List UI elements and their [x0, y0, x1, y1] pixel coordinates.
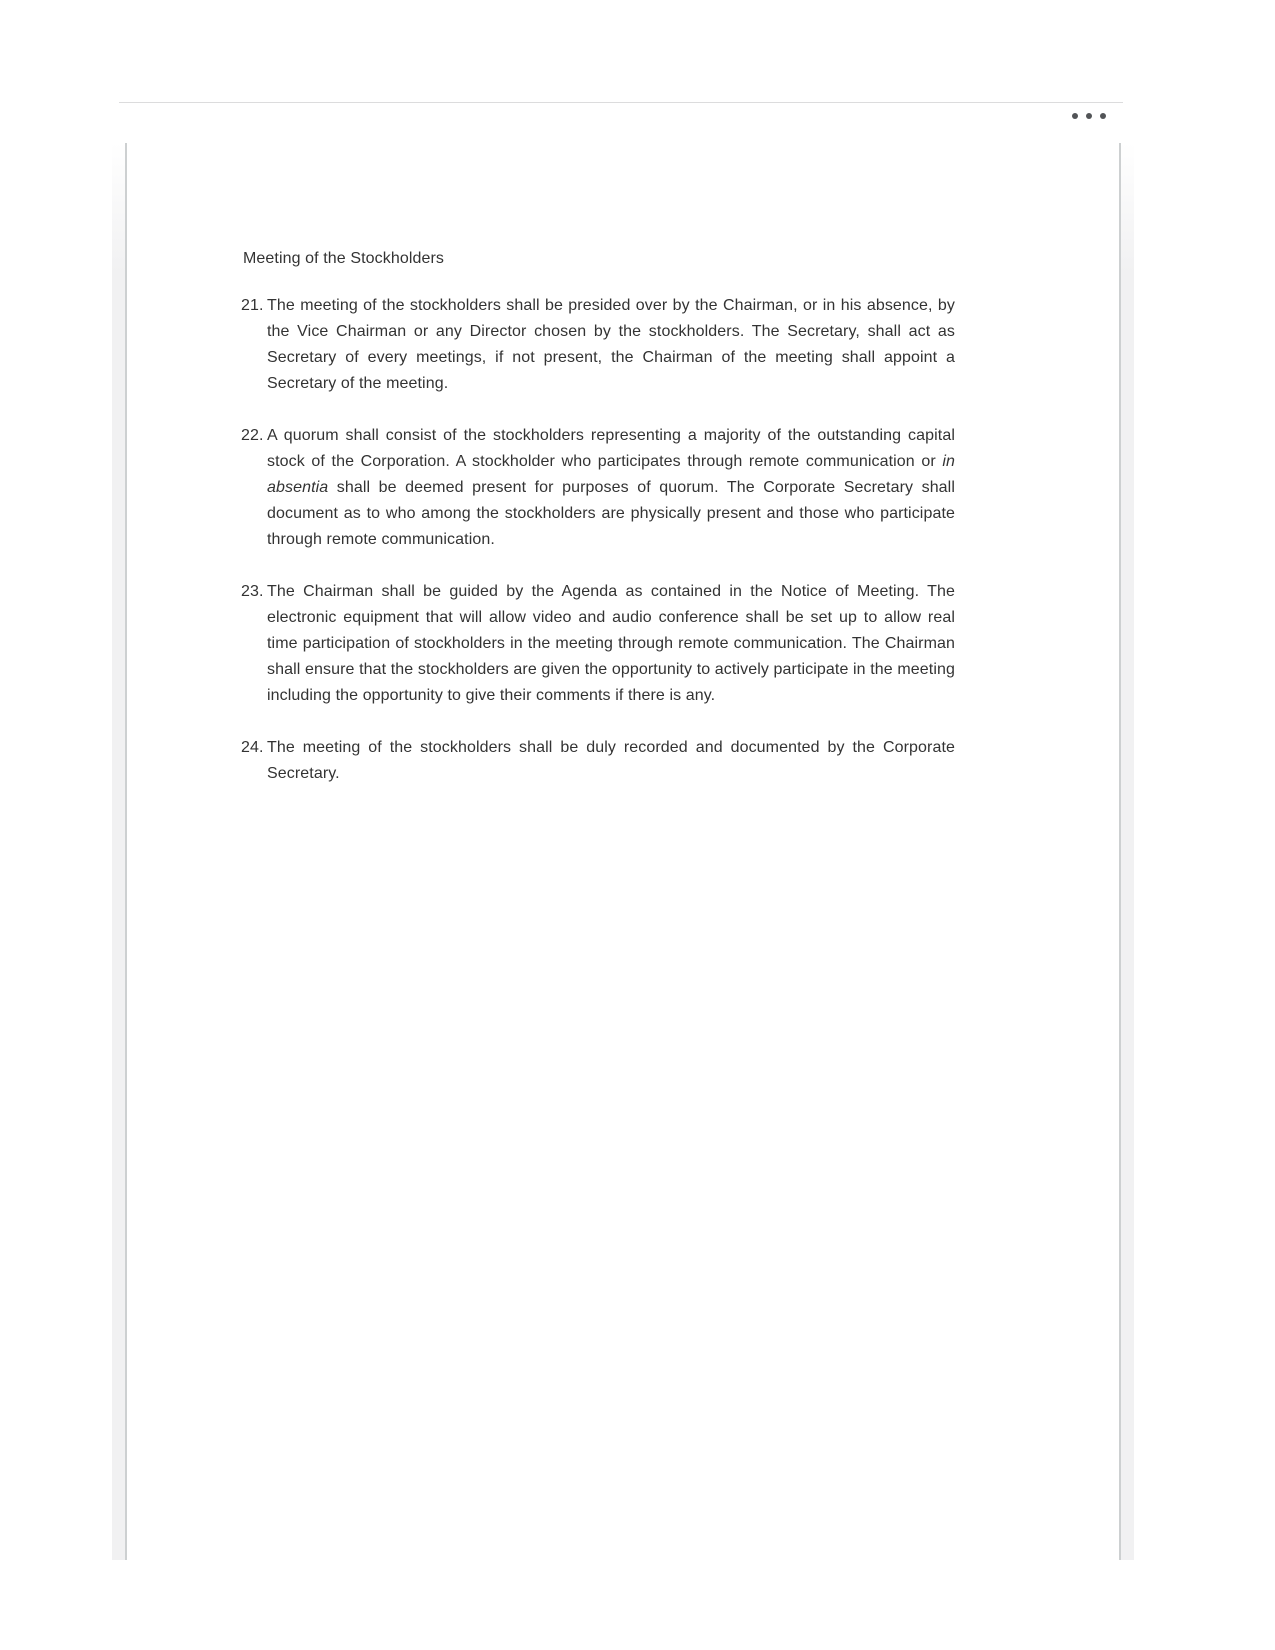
document-page [241, 246, 955, 813]
list-item-number: 24. [241, 739, 264, 756]
more-options-button[interactable] [1068, 108, 1110, 124]
page-edge-left [112, 143, 127, 1560]
list-item-text: The meeting of the stockholders shall be presided over by the Chairman, or in his absence, by the Vice Chairman or any Director chosen by the stockholders. The Secretary, shall act as Secretary of every meetings, if not present, the Chairman of the meeting shall appoint a Secretary of the meeting. [267, 297, 955, 392]
ellipsis-icon [1072, 113, 1078, 119]
list-item-text: The Chairman shall be guided by the Agenda as contained in the Notice of Meeting. The electronic equipment that will allow video and audio conference shall be set up to allow real time participation of stockholders in the meeting through remote communication. The Chairman shall ensure that the stockholders are given the opportunity to actively participate in the meeting including the opportunity to give their comments if there is any. [267, 583, 955, 704]
list-item [241, 293, 955, 397]
section-heading: Meeting of the Stockholders [243, 250, 445, 267]
list-item [241, 735, 955, 787]
list-item-text: A quorum shall consist of the stockholders representing a majority of the outstanding capital stock of the Corporation. A stockholder who participates through remote communication or in absentia shall be deemed present for purposes of quorum. The Corporate Secretary shall document as to who among the stockholders are physically present and those who participate through remote communication. [267, 427, 955, 548]
ellipsis-icon [1086, 113, 1092, 119]
list-item [241, 579, 955, 709]
list-item-text: The meeting of the stockholders shall be duly recorded and documented by the Corporate Secretary. [267, 739, 955, 782]
list-item-number: 22. [241, 427, 264, 444]
list-item-number: 23. [241, 583, 264, 600]
list-item-number: 21. [241, 297, 264, 314]
list-item [241, 423, 955, 553]
numbered-list [241, 293, 955, 787]
page-edge-right [1119, 143, 1134, 1560]
page-top-border [119, 102, 1123, 103]
ellipsis-icon [1100, 113, 1106, 119]
